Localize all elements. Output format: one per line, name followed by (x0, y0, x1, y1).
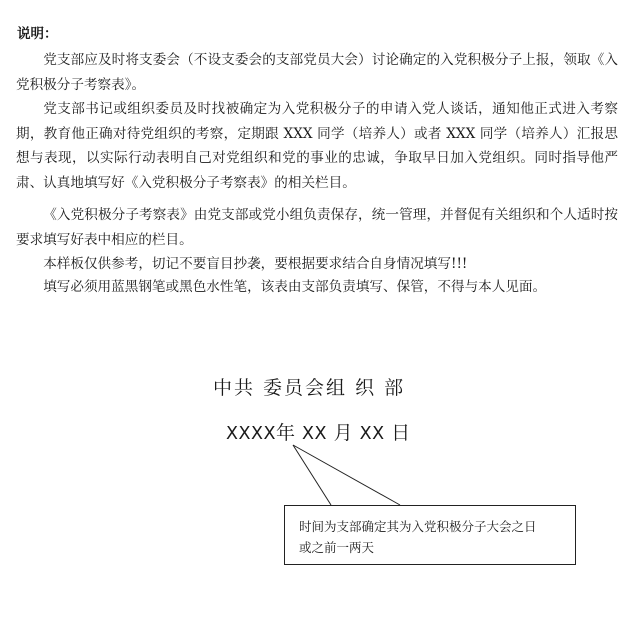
date-month: XX (302, 424, 328, 444)
note-paragraph-3: 《入党积极分子考察表》由党支部或党小组负责保存，统一管理，并督促有关组织和个人适时按要求填写好表中相应的栏目。 (16, 207, 618, 248)
callout-box (284, 505, 576, 565)
callout-text-line-2: 或之前一两天 (299, 540, 375, 555)
date-year-unit: 年 (275, 422, 296, 444)
date-year: XXXX (226, 424, 276, 444)
date-day-unit: 日 (391, 422, 411, 444)
note-heading: 说明： (17, 26, 58, 42)
date-month-unit: 月 (333, 422, 354, 444)
note-paragraph-5: 填写必须用蓝黑钢笔或黑色水性笔，该表由支部负责填写、保管，不得与本人见面。 (43, 279, 547, 295)
note-paragraph-1: 党支部应及时将支委会（不设支委会的支部党员大会）讨论确定的入党积极分子上报，领取《入党积极分子考察表》。 (16, 52, 618, 93)
date-day: XX (359, 424, 385, 444)
signature-date (226, 418, 411, 445)
callout-leader-left (293, 445, 331, 505)
callout-leader-right (293, 445, 400, 505)
note-paragraph-2: 党支部书记或组织委员及时找被确定为入党积极分子的申请入党人谈话，通知他正式进入考察期，教育他正确对待党组织的考察，定期跟 XXX 同学（培养人）或者 XXX 同学（培养人）汇报思想与表现，以实际行动表明自己对党组织和党的事业的忠诚，争取早日加入党组织。同时指导他严肃、认真地填写好《入党积极分子考察表》的相关栏目。 (16, 101, 618, 191)
callout-text-line-1: 时间为支部确定其为入党积极分子大会之日 (299, 519, 537, 534)
organization-line: 中共 委员会组 织 部 (213, 377, 406, 399)
note-paragraph-4: 本样板仅供参考，切记不要盲目抄袭，要根据要求结合自身情况填写!!! (43, 256, 468, 272)
